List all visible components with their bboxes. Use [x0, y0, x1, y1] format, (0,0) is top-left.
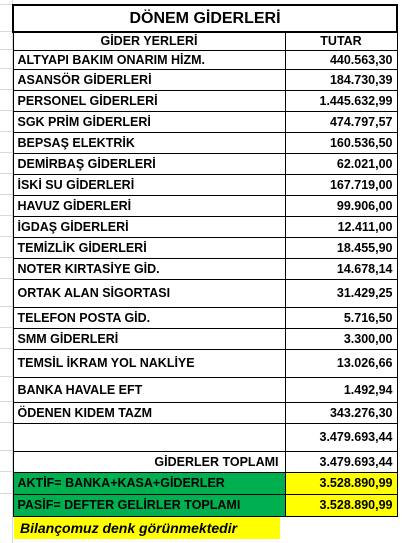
gutter-line: [0, 173, 12, 174]
expense-amount-cell[interactable]: 13.026,66: [285, 349, 397, 377]
expense-label-cell[interactable]: DEMİRBAŞ GİDERLERİ: [13, 153, 285, 174]
gutter-line: [0, 422, 12, 423]
gutter-line: [0, 278, 12, 279]
expense-label-cell[interactable]: ÖDENEN KIDEM TAZM: [13, 402, 285, 423]
expense-label-cell[interactable]: İSKİ SU GİDERLERİ: [13, 174, 285, 195]
total-row: [13, 451, 397, 472]
expense-amount-cell[interactable]: 184.730,39: [285, 69, 397, 90]
gutter-line: [0, 376, 12, 377]
expense-amount-cell[interactable]: 3.479.693,44: [285, 423, 397, 451]
pasif-label[interactable]: PASİF= DEFTER GELİRLER TOPLAMI: [13, 494, 285, 516]
gutter-line: [0, 493, 12, 494]
expense-amount-cell[interactable]: 167.719,00: [285, 174, 397, 195]
pasif-row: [13, 494, 397, 516]
expense-amount-cell[interactable]: 5.716,50: [285, 307, 397, 328]
expense-amount-cell[interactable]: 160.536,50: [285, 132, 397, 153]
balance-note[interactable]: Bilançomuz denk görünmektedir: [14, 517, 280, 539]
expense-label-cell[interactable]: SGK PRİM GİDERLERİ: [13, 111, 285, 132]
table-row: [13, 174, 397, 195]
pasif-amount[interactable]: 3.528.890,99: [285, 494, 397, 516]
table-row: [13, 328, 397, 349]
expense-amount-cell[interactable]: 12.411,00: [285, 216, 397, 237]
total-amount[interactable]: 3.479.693,44: [285, 451, 397, 472]
aktif-label[interactable]: AKTİF= BANKA+KASA+GİDERLER: [13, 472, 285, 494]
gutter-line: [0, 110, 12, 111]
total-label[interactable]: GİDERLER TOPLAMI: [13, 451, 285, 472]
table-row: [13, 258, 397, 279]
table-row: [13, 216, 397, 237]
aktif-row: [13, 472, 397, 494]
expense-label-cell[interactable]: TEMİZLİK GİDERLERİ: [13, 237, 285, 258]
expense-label-cell[interactable]: BANKA HAVALE EFT: [13, 377, 285, 402]
expense-label-cell[interactable]: SMM GİDERLERİ: [13, 328, 285, 349]
aktif-amount[interactable]: 3.528.890,99: [285, 472, 397, 494]
expense-amount-cell[interactable]: 18.455,90: [285, 237, 397, 258]
gutter-line: [0, 348, 12, 349]
expense-amount-cell[interactable]: 3.300,00: [285, 328, 397, 349]
table-row: [13, 50, 397, 69]
expense-amount-cell[interactable]: 474.797,57: [285, 111, 397, 132]
sheet-title[interactable]: DÖNEM GİDERLERİ: [13, 5, 397, 32]
table-row: [13, 402, 397, 423]
expense-amount-cell[interactable]: 99.906,00: [285, 195, 397, 216]
expense-label-cell[interactable]: PERSONEL GİDERLERİ: [13, 90, 285, 111]
gutter-line: [0, 306, 12, 307]
header-amount[interactable]: TUTAR: [285, 32, 397, 50]
expense-label-cell[interactable]: ORTAK ALAN SİGORTASI: [13, 279, 285, 307]
expense-amount-cell[interactable]: 14.678,14: [285, 258, 397, 279]
table-row: [13, 90, 397, 111]
table-row: [13, 349, 397, 377]
table-row: [13, 377, 397, 402]
gutter-line: [0, 257, 12, 258]
expense-table: [12, 4, 398, 517]
expense-label-cell[interactable]: TELEFON POSTA GİD.: [13, 307, 285, 328]
expense-amount-cell[interactable]: 31.429,25: [285, 279, 397, 307]
gutter-line: [0, 31, 12, 32]
table-row: [13, 69, 397, 90]
header-item[interactable]: GİDER YERLERİ: [13, 32, 285, 50]
gutter-line: [0, 131, 12, 132]
expense-label-cell[interactable]: HAVUZ GİDERLERİ: [13, 195, 285, 216]
expense-label-cell[interactable]: BEPSAŞ ELEKTRİK: [13, 132, 285, 153]
gutter-line: [0, 152, 12, 153]
table-row: [13, 153, 397, 174]
gutter-line: [0, 89, 12, 90]
gutter-line: [0, 327, 12, 328]
expense-label-cell[interactable]: İGDAŞ GİDERLERİ: [13, 216, 285, 237]
expense-amount-cell[interactable]: 62.021,00: [285, 153, 397, 174]
table-row: [13, 195, 397, 216]
gutter-line: [0, 471, 12, 472]
gutter-line: [0, 215, 12, 216]
expense-label-cell[interactable]: ALTYAPI BAKIM ONARIM HİZM.: [13, 50, 285, 69]
table-row: [13, 307, 397, 328]
table-row: [13, 132, 397, 153]
expense-label-cell[interactable]: NOTER KIRTASİYE GİD.: [13, 258, 285, 279]
expense-amount-cell[interactable]: 1.445.632,99: [285, 90, 397, 111]
table-row: [13, 423, 397, 451]
table-row: [13, 111, 397, 132]
gutter-line: [0, 450, 12, 451]
table-row: [13, 279, 397, 307]
expense-amount-cell[interactable]: 343.276,30: [285, 402, 397, 423]
expense-amount-cell[interactable]: 1.492,94: [285, 377, 397, 402]
gutter-line: [0, 194, 12, 195]
gutter-line: [0, 4, 12, 5]
gutter-line: [0, 68, 12, 69]
expense-label-cell[interactable]: ASANSÖR GİDERLERİ: [13, 69, 285, 90]
gutter-line: [0, 49, 12, 50]
table-row: [13, 237, 397, 258]
expense-label-cell[interactable]: [13, 423, 285, 451]
expense-amount-cell[interactable]: 440.563,30: [285, 50, 397, 69]
expense-label-cell[interactable]: TEMSİL İKRAM YOL NAKLİYE: [13, 349, 285, 377]
gutter-line: [0, 401, 12, 402]
gutter-line: [0, 236, 12, 237]
